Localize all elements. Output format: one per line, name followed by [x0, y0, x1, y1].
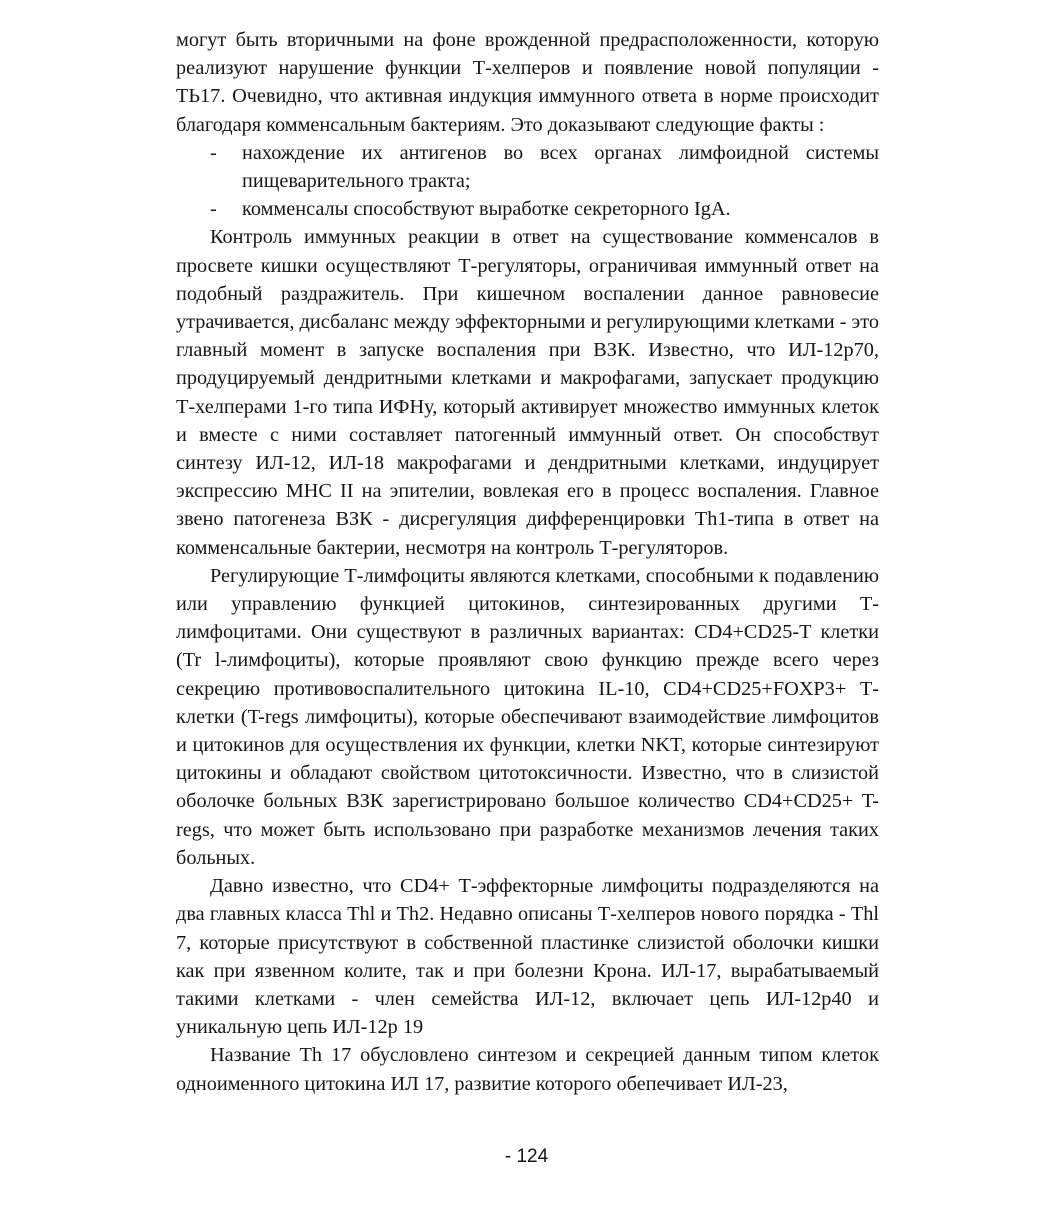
- paragraph: Давно известно, что CD4+ Т-эффекторные лимфоциты подразделяются на два главных класса Thl и Th2. Недавно описаны Т-хелперов нового порядка - Thl 7, которые присутствуют в собственной пластинке слизистой оболочки кишки как при язвенном колите, так и при болезни Крона. ИЛ-17, вырабатываемый такими клетками - член семейства ИЛ-12, включает цепь ИЛ-12р40 и уникальную цепь ИЛ-12р 19: [176, 875, 879, 1039]
- paragraph: Контроль иммунных реакции в ответ на существование комменсалов в просвете кишки осуществляют Т-регуляторы, ограничивая иммунный ответ на подобный раздражитель. При кишечном воспалении данное равновесие утрачивается, дисбаланс между эффекторными и регулирующими клетками - это главный момент в запуске воспаления при ВЗК. Известно, что ИЛ-12р70, продуцируемый дендритными клетками и макрофагами, запускает продукцию Т-хелперами 1-го типа ИФНу, который активирует множество иммунных клеток и вместе с ними составляет патогенный иммунный ответ. Он способствут синтезу ИЛ-12, ИЛ-18 макрофагами и дендритными клетками, индуцирует экспрессию МНС II на эпителии, вовлекая его в процесс воспаления. Главное звено патогенеза ВЗК - дисрегуляция дифференцировки Th1-типа в ответ на комменсальные бактерии, несмотря на контроль Т-регуляторов.: [176, 226, 879, 559]
- paragraph: Регулирующие Т-лимфоциты являются клетками, способными к подавлению или управлению функцией цитокинов, синтезированных другими Т-лимфоцитами. Они существуют в различных вариантах: CD4+CD25-T клетки (Tr l-лимфоциты), которые проявляют свою функцию прежде всего через секрецию противовоспалительного цитокина IL-10, CD4+CD25+FOXP3+ Т-клетки (T-regs лимфоциты), которые обеспечивают взаимодействие лимфоцитов и цитокинов для осуществления их функции, клетки NKT, которые синтезируют цитокины и обладают свойством цитотоксичности. Известно, что в слизистой оболочке больных ВЗК зарегистрировано большое количество CD4+CD25+ T-regs, что может быть использовано при разработке механизмов лечения таких больных.: [176, 564, 879, 869]
- list-item-text: комменсалы способствуют выработке секреторного IgA.: [242, 198, 731, 221]
- list-bullet: -: [210, 141, 217, 164]
- page-text-body: [176, 26, 879, 1098]
- list-item: [176, 195, 879, 223]
- page-number: - 124: [504, 1146, 549, 1167]
- paragraph: могут быть вторичными на фоне врожденной предрасположенности, которую реализуют нарушение функции Т-хелперов и появление новой популяции - ТЬ17. Очевидно, что активная индукция иммунного ответа в норме происходит благодаря комменсальным бактериям. Это доказывают следующие факты :: [176, 29, 879, 136]
- list-item: [176, 139, 879, 195]
- paragraph: Название Th 17 обусловлено синтезом и секрецией данным типом клеток одноименного цитокина ИЛ 17, развитие которого обепечивает ИЛ-23,: [176, 1044, 879, 1095]
- list-bullet: -: [210, 198, 217, 221]
- list-item-text: нахождение их антигенов во всех органах лимфоидной системы пищеварительного тракта;: [242, 141, 879, 193]
